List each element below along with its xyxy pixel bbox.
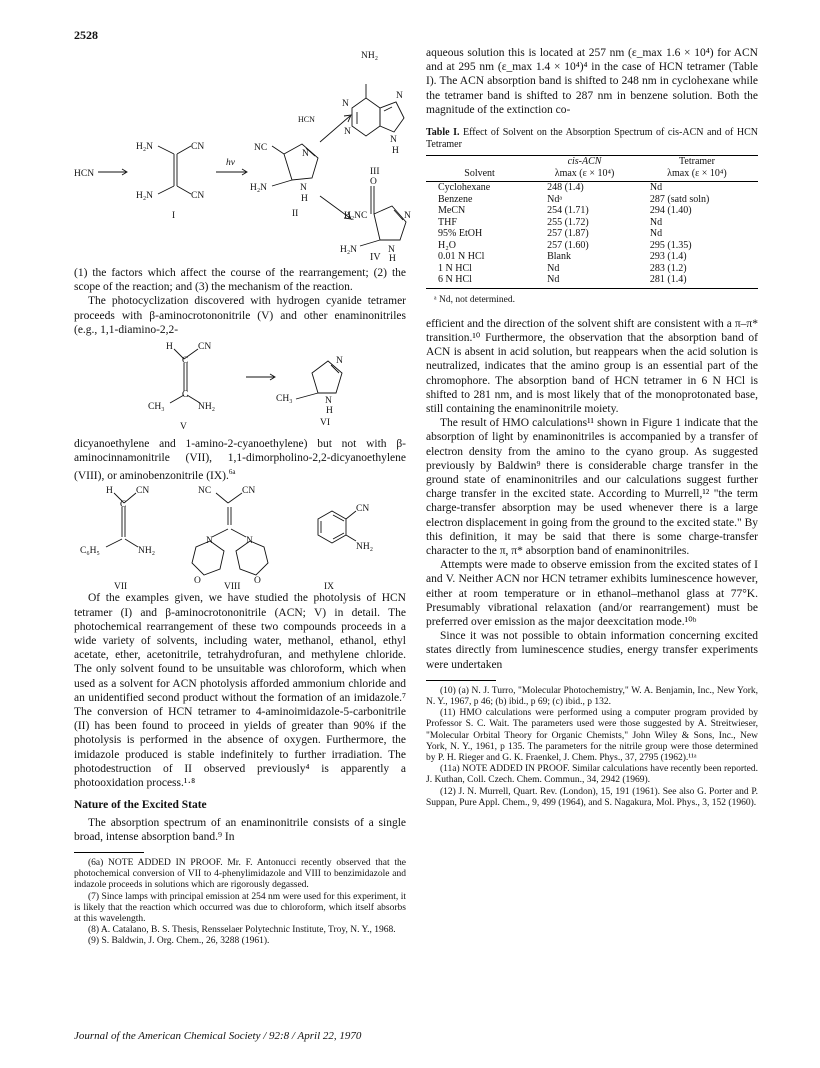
left-paragraph-4: Of the examples given, we have studied the photolysis of HCN tetramer (I) and β-aminocrotononitrile (ACN; V) in detail. The photochemical rearrangement of these two compounds proceeds in a wide variety of solvents, including water, methanol, ethanol, ethyl acetate, ether, acetonitrile, tetrahydrofuran, and methylene chloride. The only solvent found to be unsuitable was chloroform, which when used as a solvent for ACN photolysis afforded ammonium chloride and an unidentified second product without the formation of an imidazole.⁷ The conversion of HCN tetramer to 4-aminoimidazole-5-carbonitrile (II) has been found to proceed in yields of greater than 90% if the photolysis is performed in the absence of oxygen. Furthermore, the imidazole produced is stable indefinitely to further irradiation. The photodestruction of II observed previously⁴ is apparently a photooxidation process.¹·⁸: [74, 592, 406, 790]
table-cell-tetramer: 281 (1.4): [636, 274, 758, 288]
table-cell-acn: 257 (1.60): [547, 239, 589, 251]
table-footnote: ᵃ Nd, not determined.: [434, 294, 515, 305]
solvent-effect-table: [426, 155, 758, 289]
footnote-11: (11) HMO calculations were performed using a computer program provided by Professor S. C. Wait. The parameters used were those suggested by A. Streitwieser, "Molecular Orbital Theory for Organic Chemists," John Wiley & Sons, Inc., New York, N. Y., 1961, p 135. The parameters for the nitrile group were those determined by P. H. Rieger and G. K. Fraenkel, J. Chem. Phys., 37, 2795 (1962).¹¹ᵃ: [426, 708, 758, 764]
scheme3-nc: NC: [198, 486, 212, 497]
table-cell-solvent: THF: [438, 216, 457, 228]
scheme1-n-ii-top: N: [302, 149, 309, 159]
scheme3-label-VIII: VIII: [224, 582, 241, 592]
scheme1-n-ii: N: [300, 183, 307, 193]
footnote-6a: (6a) NOTE ADDED IN PROOF. Mr. F. Antonucci recently observed that the photochemical conversion of VII to 4-phenylimidazole and VIII to benzimidazole and indazole proceeds in solutions which are rigorously degassed.: [74, 857, 406, 891]
scheme1-h2n-iv: H₂N: [340, 245, 358, 255]
table-subheader-acn: λmax (ε × 10⁴): [533, 168, 636, 182]
left-paragraph-3-sup: 6a: [228, 468, 236, 477]
table-row: [426, 217, 758, 229]
footnote-10: (10) (a) N. J. Turro, "Molecular Photochemistry," W. A. Benjamin, Inc., New York, N. Y., 1967, p 46; (b) ibid., p 69; (c) ibid., p 132.: [426, 685, 758, 707]
footnote-11a: (11a) NOTE ADDED IN PROOF. Similar calculations have recently been reported. J. Kuthan, Coll. Czech. Chem. Commun., 34, 2942 (1969).: [426, 764, 758, 786]
structures-VII-VIII-IX: [74, 483, 406, 591]
scheme1-nh2-iii: NH₂: [361, 51, 379, 61]
scheme3-cn: CN: [136, 486, 150, 497]
journal-footer: Journal of the American Chemical Society / 92:8 / April 22, 1970: [74, 1030, 362, 1042]
right-paragraph-2: efficient and the direction of the solvent shift are consistent with a π–π* transition.¹⁰ Furthermore, the observation that the absorption band of ACN is absent in acid solution, but reappears when the acid solution is neutralized, indicates that the amino group is an essential part of the chromophore. The absorption band of HCN tetramer in 6 N HCl is shifted to 281 nm, and is most likely that of the monoprotonated base, still containing the enaminonitrile moiety.: [426, 317, 758, 415]
scheme3-c: C: [120, 500, 127, 511]
table-caption-text: Effect of Solvent on the Absorption Spectrum of cis-ACN and of HCN Tetramer: [426, 127, 759, 151]
left-column: [74, 46, 411, 948]
scheme-2-diagram: [74, 337, 406, 437]
scheme1-cn-top: CN: [191, 142, 205, 152]
scheme3-o2: O: [254, 576, 261, 587]
scheme3-n2: N: [246, 536, 253, 547]
table-cell-tetramer: Nd: [649, 182, 663, 194]
left-footnotes: [74, 858, 406, 948]
table-cell-acn: Nd: [533, 274, 636, 288]
table-cell-solvent: MeCN: [438, 205, 466, 217]
left-paragraph-3-text: dicyanoethylene and 1-amino-2-cyanoethylene) but not with β-aminocinnamonitrile (VII), 1,1-dimorpholino-2,2-dicyanoethylene (VIII), or aminobenzonitrile (IX).: [74, 438, 406, 483]
scheme2-nh-vi: N: [325, 396, 332, 407]
scheme3-h: H: [106, 486, 113, 497]
table-cell-solvent: Cyclohexane: [438, 182, 491, 194]
scheme1-label-I: I: [172, 211, 176, 221]
table-cell-solvent: Benzene: [438, 193, 473, 205]
left-paragraph-5: The absorption spectrum of an enaminonitrile consists of a single broad, intense absorption band.⁹ In: [74, 816, 406, 843]
right-paragraph-3: The result of HMO calculations¹¹ shown in Figure 1 indicate that the absorption of light by enaminonitriles is accompanied by a transfer of electron density from the amino to the cyano group. As suggested previously by Baldwin⁹ there is considerable charge transfer in the ground state of enaminonitriles and our calculations suggest further charge transfer in the excited state. According to Murrell,¹² "the term charge-transfer absorption may be used whenever there is a large electron displacement in going from the ground to the excited state." By this definition, it may be said that there is some charge-transfer character to the π, π* absorption band of enaminonitriles.: [426, 417, 758, 557]
scheme1-n2-iii: N: [344, 127, 351, 137]
scheme3-cn2: CN: [242, 486, 256, 497]
table-cell-solvent: 6 N HCl: [426, 274, 533, 288]
scheme3-cn3: CN: [356, 504, 370, 515]
scheme1-n3-iii: N: [396, 91, 403, 101]
footnote-9: (9) S. Baldwin, J. Org. Chem., 26, 3288 (1961).: [88, 936, 270, 947]
scheme1-nh-iv: N: [388, 245, 395, 255]
table-cell-acn: Ndᵃ: [547, 193, 563, 205]
scheme2-ch3-vi: CH₃: [276, 394, 293, 405]
table-header-tetramer: Tetramer: [636, 156, 758, 168]
right-paragraph-1: aqueous solution this is located at 257 nm (ε_max 1.6 × 10⁴) for ACN and at 295 nm (ε_max 1.4 × 10⁴)⁴ in the case of HCN tetramer (Table I). The ACN absorption band is shifted to 248 nm in cyclohexane while the tetramer band is shifted to 287 nm in benzene solution. Both the magnitude of the extinction co-: [426, 47, 758, 116]
table-row: [426, 194, 758, 206]
page-number: 2528: [74, 28, 98, 42]
table-header-blank: [426, 156, 533, 168]
scheme1-cn-bot: CN: [191, 191, 205, 201]
table-cell-tetramer: 287 (satd soln): [649, 193, 710, 205]
reaction-scheme-1: [74, 46, 411, 263]
right-paragraph-4: Attempts were made to observe emission from the excited states of I and V. Neither ACN nor HCN tetramer exhibits luminescence however, either at room temperature or in ethanol–methanol glass at 77°K. Presumably vibrational relaxation (and/or rearrangement) must be preferred over emission as the major deexcitation mode.¹⁰ᵇ: [426, 559, 758, 628]
left-paragraph-1: (1) the factors which affect the course of the rearrangement; (2) the scope of the reaction; and (3) the mechanism of the reaction.: [74, 267, 406, 294]
scheme1-n4-iii: N: [390, 135, 397, 145]
scheme1-h-ii: H: [301, 194, 308, 204]
footnote-rule-left: [74, 852, 144, 853]
table-row: [426, 263, 758, 275]
scheme3-n1: N: [206, 536, 213, 547]
left-paragraph-2: The photocyclization discovered with hydrogen cyanide tetramer proceeds with β-aminocrotononitrile (V) and other enaminonitriles (e.g., 1,1-diamino-2,2-: [74, 295, 406, 336]
scheme2-h: H: [166, 342, 173, 353]
scheme2-label-VI: VI: [320, 418, 331, 429]
left-paragraph-3: [74, 437, 406, 483]
right-paragraph-5: Since it was not possible to obtain information concerning excited states directly from luminescence studies, energy transfer experiments were undertaken: [426, 630, 758, 671]
scheme1-o-iv: O: [370, 177, 377, 187]
table-caption: [426, 127, 758, 151]
footnote-7: (7) Since lamps with principal emission at 254 nm were used for this experiment, it is likely that the reaction which occurred was due to chloroform, which itself absorbs at this wavelength.: [74, 891, 406, 924]
footnote-8: (8) A. Catalano, B. S. Thesis, Rensselaer Polytechnic Institute, Troy, N. Y., 1968.: [88, 925, 396, 936]
table-cell-solvent: 95% EtOH: [438, 228, 483, 240]
scheme1-hv: hν: [226, 158, 235, 168]
table-cell-solvent: 1 N HCl: [438, 262, 472, 274]
scheme1-label-II: II: [292, 209, 299, 219]
scheme-3-diagram: [74, 483, 406, 591]
table-cell-acn: 248 (1.4): [547, 182, 584, 194]
scheme1-nc: NC: [254, 143, 268, 153]
table-subheader-tetramer: λmax (ε × 10⁴): [636, 168, 758, 182]
table-cell-tetramer: Nd: [649, 228, 663, 240]
scheme2-ch3: CH₃: [148, 402, 165, 413]
table-cell-tetramer: 294 (1.40): [649, 205, 692, 217]
scheme2-label-V: V: [180, 422, 187, 433]
scheme3-label-IX: IX: [324, 582, 335, 592]
table-cell-solvent: 0.01 N HCl: [438, 251, 485, 263]
scheme1-h-iv: H: [389, 254, 396, 262]
table-cell-tetramer: 283 (1.2): [649, 262, 687, 274]
scheme1-hcn-iii: HCN: [298, 115, 315, 124]
table-cell-acn: Blank: [547, 251, 571, 263]
table-cell-tetramer: 295 (1.35): [649, 239, 692, 251]
scheme2-c1: C: [182, 356, 189, 367]
table-header-solvent: Solvent: [426, 168, 533, 182]
footnote-12: (12) J. N. Murrell, Quart. Rev. (London), 15, 191 (1961). See also G. Porter and P. Suppan, Pure Appl. Chem., 9, 499 (1964), and S. Nagakura, Mol. Phys., 3, 152 (1960).: [426, 786, 758, 808]
scheme1-h2n-top: H₂N: [136, 142, 154, 152]
scheme2-nh2: NH₂: [198, 402, 216, 413]
scheme3-label-VII: VII: [114, 582, 128, 592]
section-heading: Nature of the Excited State: [74, 799, 207, 812]
table-cell-acn: 254 (1.71): [547, 205, 589, 217]
table-row: [426, 240, 758, 252]
scheme1-h2n-ii: H₂N: [250, 183, 268, 193]
table-cell-acn: Nd: [547, 262, 560, 274]
table-cell-acn: 257 (1.87): [547, 228, 589, 240]
scheme2-n-vi: N: [336, 356, 343, 367]
scheme1-label-III: III: [370, 167, 380, 177]
table-cell-tetramer: 293 (1.4): [649, 251, 687, 263]
scheme3-nh2: NH₂: [138, 546, 156, 557]
scheme1-label-IV: IV: [370, 252, 381, 263]
right-footnotes: [426, 686, 758, 809]
scheme1-h2n-bot: H₂N: [136, 191, 154, 201]
table-row: [426, 251, 758, 263]
table-row: [426, 274, 758, 288]
scheme2-c2: C: [182, 390, 189, 401]
table-header-acn: cis-ACN: [533, 156, 636, 168]
table-row: [426, 228, 758, 240]
scheme3-nh2-ix: NH₂: [356, 542, 374, 553]
table-cell-tetramer: Nd: [649, 216, 663, 228]
reaction-scheme-2: [74, 337, 406, 437]
scheme1-hcn-left: HCN: [74, 169, 95, 179]
scheme1-h-iii: H: [392, 146, 399, 156]
scheme3-c6h5: C₆H₅: [80, 546, 100, 557]
footnote-rule-right: [426, 680, 496, 681]
scheme1-h2nc-iv: H₂NC: [344, 211, 368, 221]
table-row: [426, 205, 758, 217]
scheme1-n1-iii: N: [342, 99, 349, 109]
table-cell-acn: 255 (1.72): [547, 216, 589, 228]
table-caption-label: Table I.: [426, 127, 460, 139]
scheme2-h-vi: H: [326, 406, 333, 417]
table-row: [426, 182, 758, 194]
scheme3-o1: O: [194, 576, 201, 587]
scheme1-n-iv: N: [404, 211, 411, 221]
scheme-1-diagram: [74, 46, 414, 262]
scheme2-cn: CN: [198, 342, 212, 353]
right-column: [426, 46, 758, 809]
table-cell-solvent: H₂O: [438, 239, 456, 251]
